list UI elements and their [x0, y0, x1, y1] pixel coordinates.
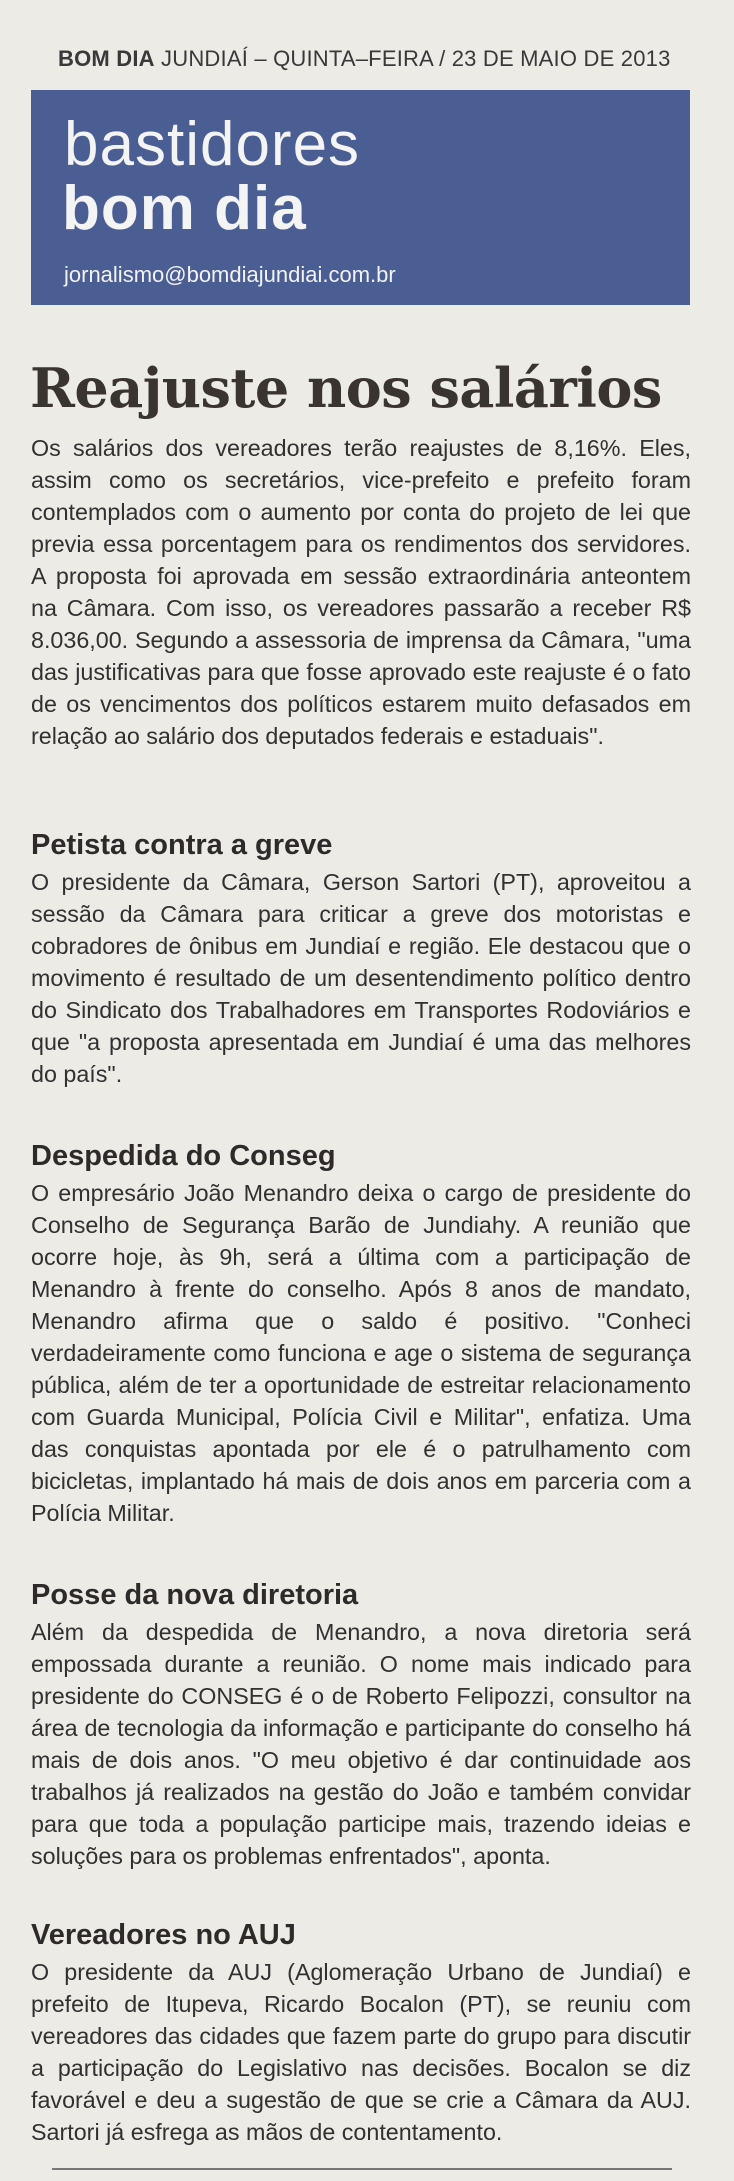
section-title-posse: Posse da nova diretoria — [31, 1579, 359, 1611]
section-body-posse: Além da despedida de Menandro, a nova diretoria será empossada durante a reunião. O nome mais indicado para presidente do CONSEG é o de Roberto Felipozzi, consultor na área de tecnologia da informação e participante do conselho há mais de dois anos. "O meu objetivo é dar continuidade aos trabalhos já realizados na gestão do João e também convidar para que toda a população participe mais, trazendo ideias e soluções para os problemas enfrentados", aponta. — [31, 1619, 691, 1869]
section-title-auj: Vereadores no AUJ — [31, 1919, 296, 1951]
section-title-greve: Petista contra a greve — [31, 829, 333, 861]
brand-name: BOM DIA — [58, 46, 155, 71]
banner-title-line1: bastidores — [64, 110, 361, 179]
section-body-auj: O presidente da AUJ (Aglomeração Urbano de Jundiaí) e prefeito de Itupeva, Ricardo Bocalon (PT), se reuniu com vereadores das cidades que fazem parte do grupo para discutir a participação do Legislativo nas decisões. Bocalon se diz favorável e deu a sugestão de que se crie a Câmara da AUJ. Sartori já esfrega as mãos de contentamento. — [31, 1959, 691, 2145]
dateline-text: JUNDIAÍ – QUINTA–FEIRA / 23 DE MAIO DE 2013 — [154, 46, 671, 71]
banner-email: jornalismo@bomdiajundiai.com.br — [64, 262, 396, 287]
article-headline: Reajuste nos salários — [30, 356, 662, 420]
article-lead: Os salários dos vereadores terão reajustes de 8,16%. Eles, assim como os secretários, vice-prefeito e prefeito foram contemplados com o aumento por conta do projeto de lei que previa essa porcentagem para os rendimentos dos servidores. A proposta foi aprovada em sessão extraordinária anteontem na Câmara. Com isso, os vereadores passarão a receber R$ 8.036,00. Segundo a assessoria de imprensa da Câmara, "uma das justificativas para que fosse aprovado este reajuste é o fato de os vencimentos dos políticos estarem muito defasados em relação ao salário dos deputados federais e estaduais". — [31, 435, 691, 749]
dateline — [58, 46, 698, 72]
section-body-greve: O presidente da Câmara, Gerson Sartori (PT), aproveitou a sessão da Câmara para criticar a greve dos motoristas e cobradores de ônibus em Jundiaí e região. Ele destacou que o movimento é resultado de um desentendimento político dentro do Sindicato dos Trabalhadores em Transportes Rodoviários e que "a proposta apresentada em Jundiaí é uma das melhores do país". — [31, 869, 691, 1087]
bottom-divider — [52, 2168, 672, 2170]
banner-title-line2: bom dia — [62, 174, 307, 243]
section-body-conseg: O empresário João Menandro deixa o cargo de presidente do Conselho de Segurança Barão de Jundiahy. A reunião que ocorre hoje, às 9h, será a última com a participação de Menandro à frente do conselho. Após 8 anos de mandato, Menandro afirma que o saldo é positivo. "Conheci verdadeiramente como funciona e age o sistema de segurança pública, além de ter a oportunidade de estreitar relacionamento com Guarda Municipal, Polícia Civil e Militar", enfatiza. Uma das conquistas apontada por ele é o patrulhamento com bicicletas, implantado há mais de dois anos em parceria com a Polícia Militar. — [31, 1180, 691, 1526]
section-title-conseg: Despedida do Conseg — [31, 1140, 336, 1172]
column-banner — [31, 90, 690, 305]
